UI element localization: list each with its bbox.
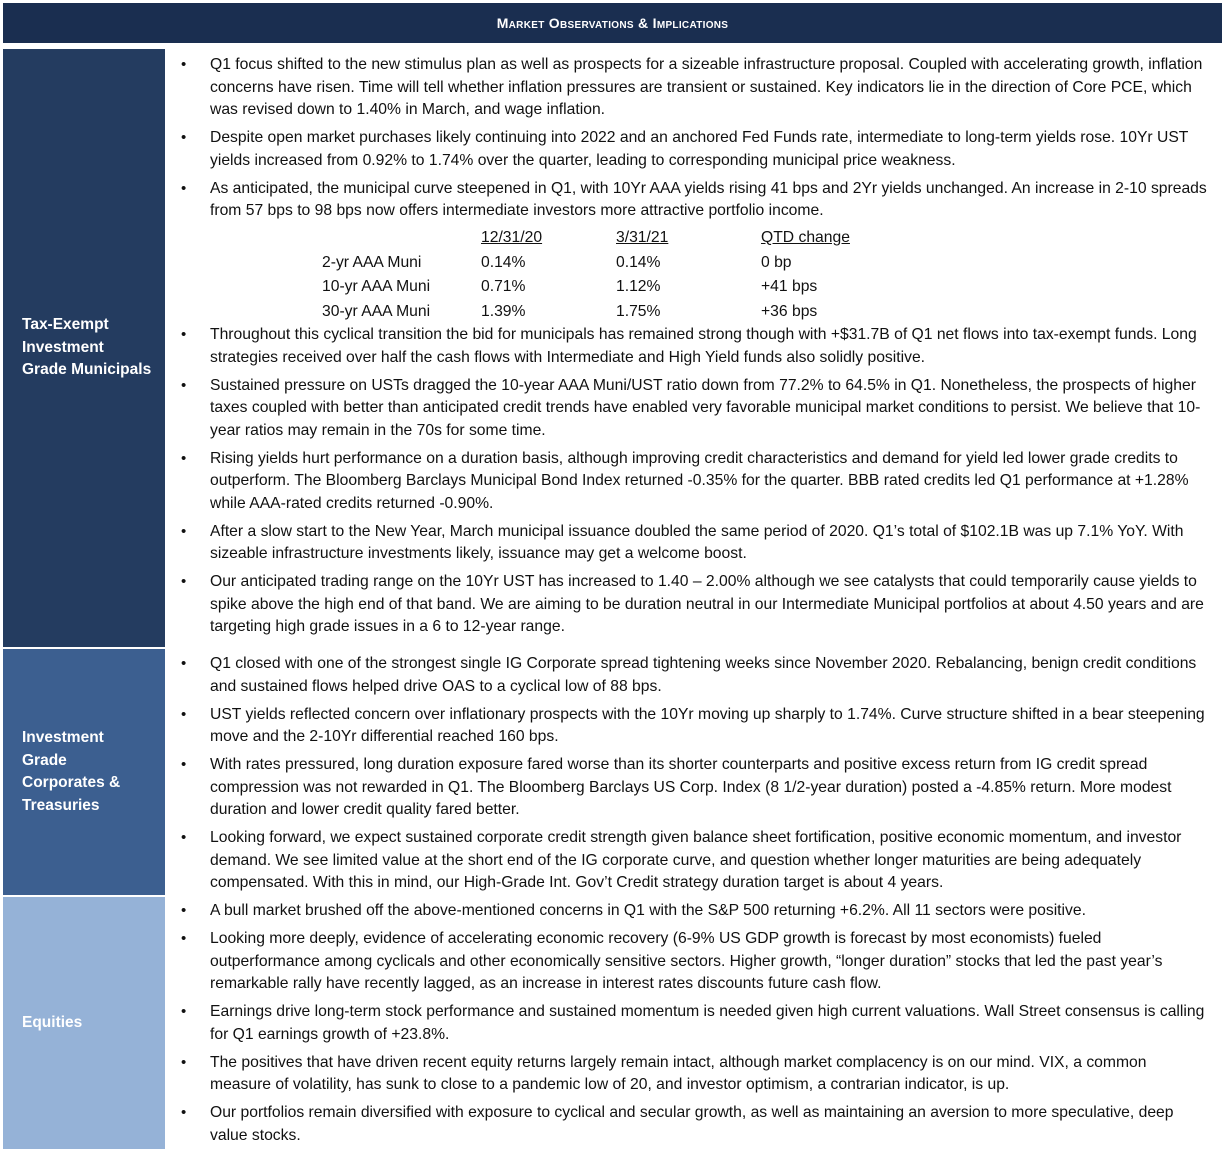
table-cell: 2-yr AAA Muni [322,253,422,271]
table-header-row [322,226,901,251]
bullet-item: • Sustained pressure on USTs dragged the 10-year AAA Muni/UST ratio down from 77.2% to 64.5% in Q1. Nonetheless, the prospects of higher taxes coupled with better than anticipated credit trends have enabled very favorable municipal market conditions to persist. We believe that 10-year ratios may remain in the 70s for some time. [177,375,1208,443]
page-title: Market Observations & Implications [3,3,1222,43]
table-row [322,251,901,276]
table-cell: 0 bp [761,253,792,271]
table-header-cell: 12/31/20 [481,229,543,246]
table-cell: +41 bps [761,278,818,295]
table-cell: 1.75% [616,302,661,320]
bullet-item: • Our portfolios remain diversified with exposure to cyclical and secular growth, as well as maintaining an aversion to more speculative, deep value stocks. [177,1102,1208,1147]
section-label-text: Investment Grade Corporates & Treasuries [22,729,121,814]
bullet-item: • Despite open market purchases likely continuing into 2022 and an anchored Fed Funds rate, intermediate to long-term yields rose. 10Yr UST yields increased from 0.92% to 1.74% over the quarter, leading to corresponding municipal price weakness. [177,127,1208,172]
bullet-item: • Looking more deeply, evidence of accelerating economic recovery (6-9% US GDP growth is forecast by most economists) fueled outperformance among cyclicals and other economically sensitive sectors. Higher growth, “longer duration” stocks that led the past year’s remarkable rally have recently lagged, as an increase in interest rates discounts future cash flow. [177,928,1208,996]
bullet-item: • UST yields reflected concern over inflationary prospects with the 10Yr moving up sharply to 1.74%. Curve structure shifted in a bear steepening move and the 2-10Yr differential reached 160 bps. [177,704,1208,749]
table-cell: 1.12% [616,278,661,295]
table-cell: 0.14% [616,253,661,271]
table-row [322,300,901,325]
section-municipals [3,49,1222,647]
section-content-equities [173,897,1222,1149]
table-cell: 0.71% [481,278,526,295]
section-content-municipals [173,49,1222,647]
table-header-cell: 3/31/21 [616,229,669,246]
bullet-item: • Our anticipated trading range on the 10Yr UST has increased to 1.40 – 2.00% although we see catalysts that could temporarily cause yields to spike above the high end of that band. We are aiming to be duration neutral in our Intermediate Municipal portfolios at about 4.50 years and are targeting high grade issues in a 6 to 12-year range. [177,571,1208,639]
bullet-item: • Earnings drive long-term stock performance and sustained momentum is needed given high current valuations. Wall Street consensus is calling for Q1 earnings growth of +23.8%. [177,1001,1208,1046]
bullet-item: • The positives that have driven recent equity returns largely remain intact, although market complacency is on our mind. VIX, a common measure of volatility, has sunk to close to a pandemic low of 20, and investor optimism, a contrarian indicator, is up. [177,1052,1208,1097]
bullet-item: • A bull market brushed off the above-mentioned concerns in Q1 with the S&P 500 returning +6.2%. All 11 sectors were positive. [177,900,1208,923]
table-cell: 10-yr AAA Muni [322,278,431,295]
section-label-corporates [3,649,165,895]
table-cell: 0.14% [481,253,526,271]
bullet-item: • Rising yields hurt performance on a duration basis, although improving credit characteristics and demand for yield led lower grade credits to outperform. The Bloomberg Barclays Municipal Bond Index returned -0.35% for the quarter. BBB rated credits led Q1 performance at +1.28% while AAA-rated credits returned -0.90%. [177,448,1208,516]
bullet-list [177,54,1208,223]
section-label-text: Tax-Exempt Investment Grade Municipals [22,316,152,379]
bullet-item: • Throughout this cyclical transition the bid for municipals has remained strong though with +$31.7B of Q1 net flows into tax-exempt funds. Long strategies received over half the cash flows with Intermediate and High Yield funds also solidly positive. [177,324,1208,369]
section-label-municipals [3,49,165,647]
bullet-item: • As anticipated, the municipal curve steepened in Q1, with 10Yr AAA yields rising 41 bps and 2Yr yields unchanged. An increase in 2-10 spreads from 57 bps to 98 bps now offers intermediate investors more attractive portfolio income. [177,178,1208,223]
muni-yield-table [322,226,901,324]
bullet-list [177,324,1208,639]
bullet-list [177,900,1208,1147]
table-header-cell [322,226,481,251]
table-header-cell: QTD change [761,229,850,246]
section-equities [3,897,1222,1149]
table-cell: +36 bps [761,302,818,320]
table-row [322,275,901,300]
bullet-item: • Q1 closed with one of the strongest single IG Corporate spread tightening weeks since November 2020. Rebalancing, benign credit conditions and sustained flows helped drive OAS to a cyclical low of 88 bps. [177,653,1208,698]
market-observations-page [3,3,1222,1155]
section-label-text: Equities [22,1013,83,1031]
section-label-equities [3,897,165,1149]
table-cell: 30-yr AAA Muni [322,302,431,320]
bullet-item: • Looking forward, we expect sustained corporate credit strength given balance sheet fortification, positive economic momentum, and investor demand. We see limited value at the short end of the IG corporate curve, and question whether longer maturities are being adequately compensated. With this in mind, our High-Grade Int. Gov’t Credit strategy duration target is about 4 years. [177,827,1208,895]
bullet-list [177,653,1208,895]
section-corporates [3,649,1222,895]
table-cell: 1.39% [481,302,526,320]
bullet-item: • Q1 focus shifted to the new stimulus plan as well as prospects for a sizeable infrastructure proposal. Coupled with accelerating growth, inflation concerns have risen. Time will tell whether inflation pressures are transient or sustained. Key indicators lie in the direction of Core PCE, which was revised down to 1.40% in March, and wage inflation. [177,54,1208,122]
section-content-corporates [173,649,1222,895]
bullet-item: • After a slow start to the New Year, March municipal issuance doubled the same period of 2020. Q1’s total of $102.1B was up 7.1% YoY. With sizeable infrastructure investments likely, issuance may get a welcome boost. [177,521,1208,566]
bullet-item: • With rates pressured, long duration exposure fared worse than its shorter counterparts and positive excess return from IG credit spread compression was not rewarded in Q1. The Bloomberg Barclays US Corp. Index (8 1/2-year duration) posted a -4.85% return. More modest duration and lower credit quality fared better. [177,754,1208,822]
